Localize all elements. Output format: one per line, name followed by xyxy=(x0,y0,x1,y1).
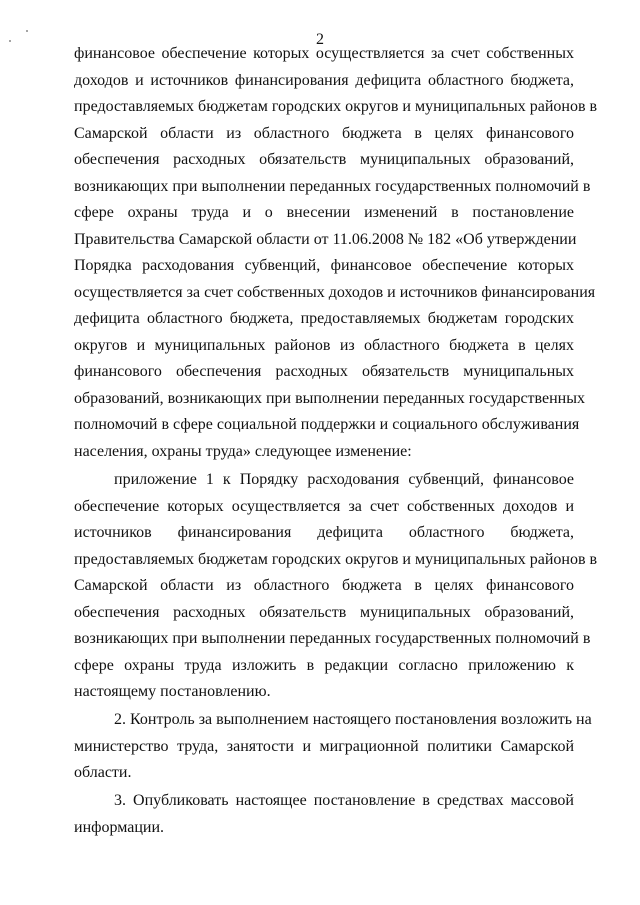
text-line: Порядка расходования субвенций, финансовое обеспечение которых xyxy=(74,257,574,274)
text-line: возникающих при выполнении переданных государственных полномочий в xyxy=(74,177,591,195)
text-line: области. xyxy=(74,764,132,781)
text-line: осуществляется за счет собственных доходов и источников финансирования xyxy=(74,283,596,301)
text-line: Самарской области из областного бюджета в целях финансового xyxy=(74,124,574,142)
text-line: обеспечение которых осуществляется за счет собственных доходов и xyxy=(74,497,574,515)
text-line: Самарской области из областного бюджета в целях финансового xyxy=(74,577,574,594)
text-line: источников финансирования дефицита областного бюджета, xyxy=(74,524,574,541)
text-line: полномочий в сфере социальной поддержки и социального обслуживания xyxy=(74,416,580,433)
text-line: настоящему постановлению. xyxy=(74,683,271,700)
scan-speck xyxy=(26,30,28,32)
text-line: обеспечения расходных обязательств муниципальных образований, xyxy=(74,151,574,168)
scan-speck xyxy=(9,40,11,42)
text-line: обеспечения расходных обязательств муниципальных образований, xyxy=(74,603,574,621)
text-line: информации. xyxy=(74,818,165,836)
text-line: округов и муниципальных районов из областного бюджета в целях xyxy=(74,336,574,354)
paragraph-control xyxy=(74,707,592,787)
paragraph-publication xyxy=(74,788,574,841)
text-line: доходов и источников финансирования дефицита областного бюджета, xyxy=(74,71,574,89)
paragraph-intro xyxy=(74,41,598,465)
text-line: сфере охраны труда изложить в редакции согласно приложению к xyxy=(74,656,574,674)
text-line: приложение 1 к Порядку расходования субвенций, финансовое xyxy=(114,471,574,488)
text-line: возникающих при выполнении переданных государственных полномочий в xyxy=(74,630,591,647)
text-line: предоставляемых бюджетам городских округов и муниципальных районов в xyxy=(74,550,598,568)
page-number: 2 xyxy=(316,31,324,48)
text-line: министерство труда, занятости и миграционной политики Самарской xyxy=(74,737,574,755)
text-line: сфере охраны труда и о внесении изменений в постановление xyxy=(74,204,574,221)
text-line: Правительства Самарской области от 11.06.2008 № 182 «Об утверждении xyxy=(74,230,577,248)
text-line: 2. Контроль за выполнением настоящего постановления возложить на xyxy=(114,711,592,728)
text-line: образований, возникающих при выполнении переданных государственных xyxy=(74,389,585,407)
text-line: 3. Опубликовать настоящее постановление в средствах массовой xyxy=(114,792,574,809)
text-line: населения, охраны труда» следующее изменение: xyxy=(74,442,412,460)
text-line: предоставляемых бюджетам городских округов и муниципальных районов в xyxy=(74,98,598,115)
text-line: дефицита областного бюджета, предоставляемых бюджетам городских xyxy=(74,310,574,327)
text-line: финансовое обеспечение которых осуществляется за счет собственных xyxy=(74,45,574,62)
paragraph-amendment xyxy=(74,467,598,706)
text-line: финансового обеспечения расходных обязательств муниципальных xyxy=(74,363,574,380)
